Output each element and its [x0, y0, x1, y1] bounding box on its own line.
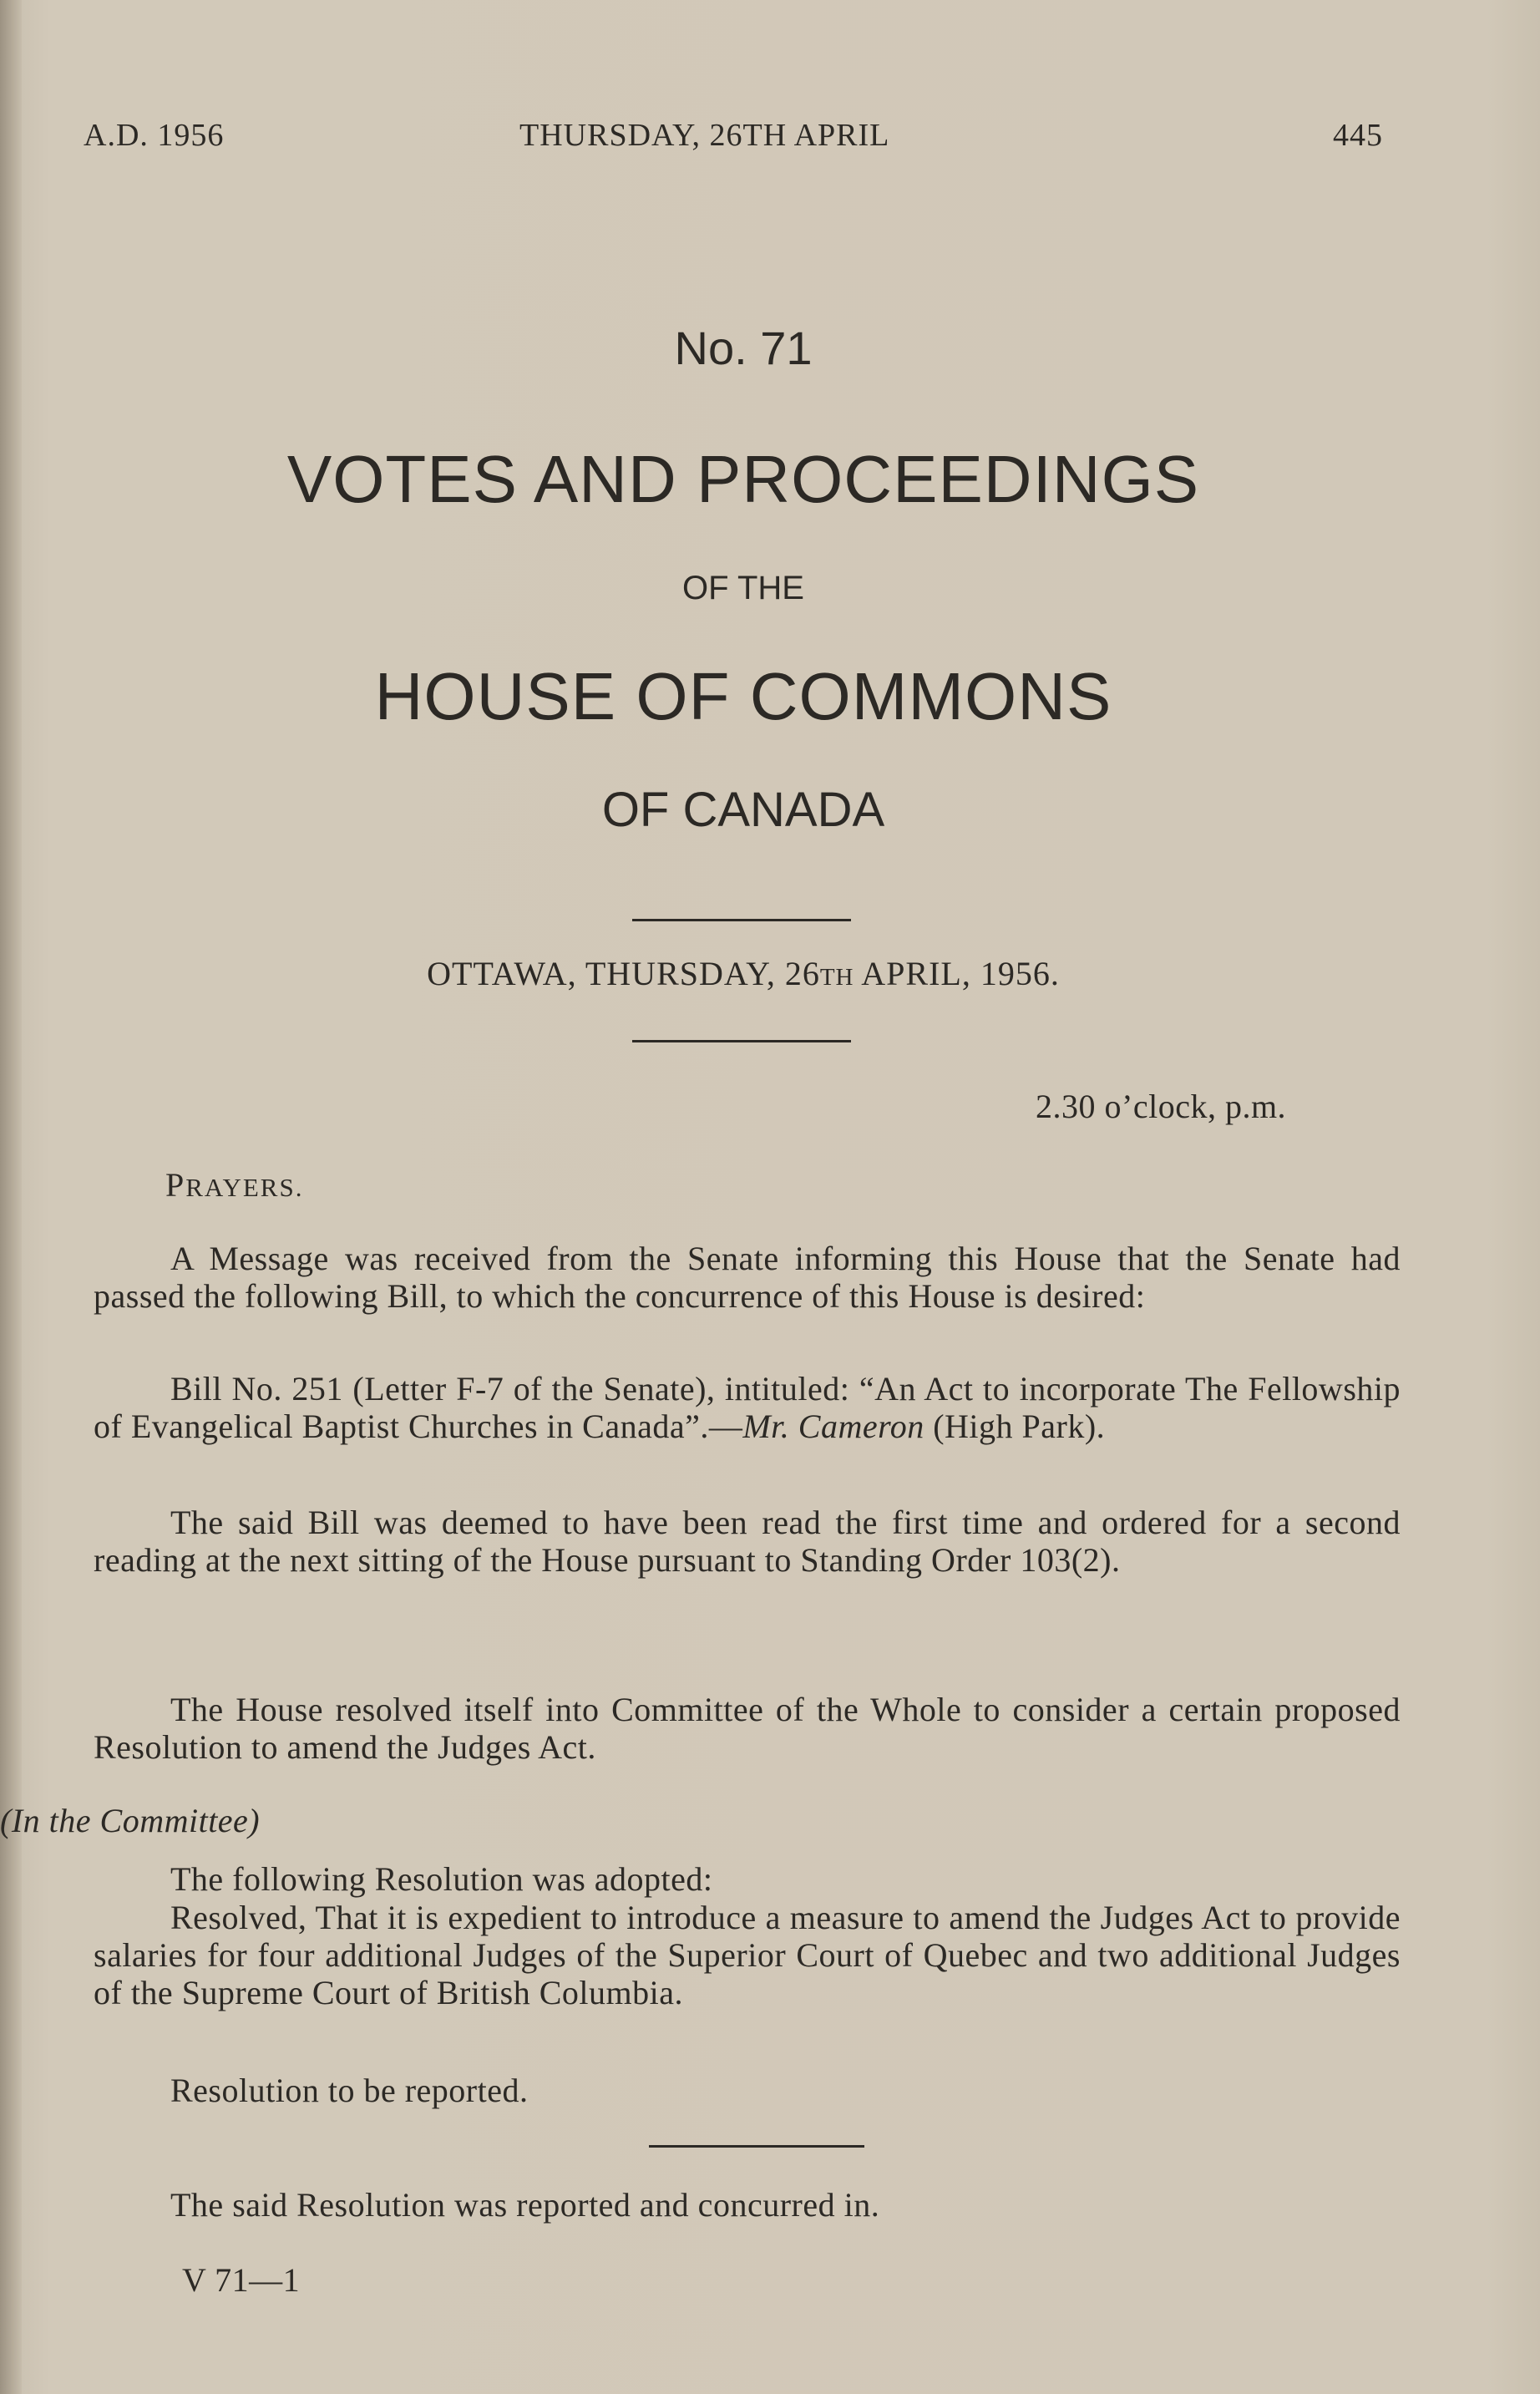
title-of-the: OF THE: [682, 570, 804, 606]
paragraph-senate-message: A Message was received from the Senate informing this House that the Senate had passed the following Bill, to which the concurrence of this House is desired:: [94, 1240, 1401, 1315]
dateline-ordinal: TH: [819, 964, 854, 991]
paragraph-concurred: The said Resolution was reported and concurred in.: [170, 2186, 880, 2224]
paragraph-committee-of-whole: The House resolved itself into Committee of the Whole to consider a certain proposed Resolution to amend the Judges Act.: [94, 1691, 1401, 1766]
paragraph-resolution-adopted: The following Resolution was adopted:: [170, 1860, 713, 1898]
prayers-initial: P: [165, 1166, 186, 1204]
title-votes-and-proceedings: VOTES AND PROCEEDINGS: [286, 442, 1200, 516]
in-committee-heading: (In the Committee): [0, 1802, 261, 1839]
paragraph-resolved: Resolved, That it is expedient to introduce a measure to amend the Judges Act to provide salaries for four additional Judges of the Superior Court of Quebec and two additional Judges of the Supreme Court of British Columbia.: [94, 1899, 1401, 2011]
signature-mark: V 71—1: [182, 2261, 301, 2299]
issue-number: No. 71: [674, 322, 813, 374]
prayers-rest: RAYERS.: [185, 1173, 304, 1202]
header-year: A.D. 1956: [84, 118, 225, 153]
divider-rule: [649, 2145, 864, 2148]
paragraph-bill: [94, 1370, 1401, 1445]
dateline: [0, 954, 1487, 993]
dateline-place-day: OTTAWA, THURSDAY, 26: [427, 955, 820, 992]
title-house-of-commons: HOUSE OF COMMONS: [374, 659, 1112, 733]
header-date: THURSDAY, 26TH APRIL: [519, 118, 890, 153]
divider-rule: [632, 1040, 851, 1042]
bill-text: Bill No. 251 (Letter F-7 of the Senate), intituled: “An Act to incorporate The Fellowship of Evangelical Baptist Churches in Canada”.—: [94, 1370, 1401, 1445]
paragraph-first-reading: The said Bill was deemed to have been read the first time and ordered for a second reading at the next sitting of the House pursuant to Standing Order 103(2).: [94, 1504, 1401, 1579]
bill-member: Mr. Cameron: [742, 1407, 925, 1445]
paragraph-to-be-reported: Resolution to be reported.: [170, 2072, 529, 2109]
title-of-canada: OF CANADA: [601, 783, 885, 837]
divider-rule: [632, 919, 851, 921]
bill-tail: (High Park).: [924, 1407, 1106, 1445]
header-page-number: 445: [1333, 118, 1383, 153]
dateline-rest: APRIL, 1956.: [854, 955, 1060, 992]
sitting-time: 2.30 o’clock, p.m.: [1036, 1088, 1287, 1125]
prayers-heading: [165, 1166, 303, 1206]
